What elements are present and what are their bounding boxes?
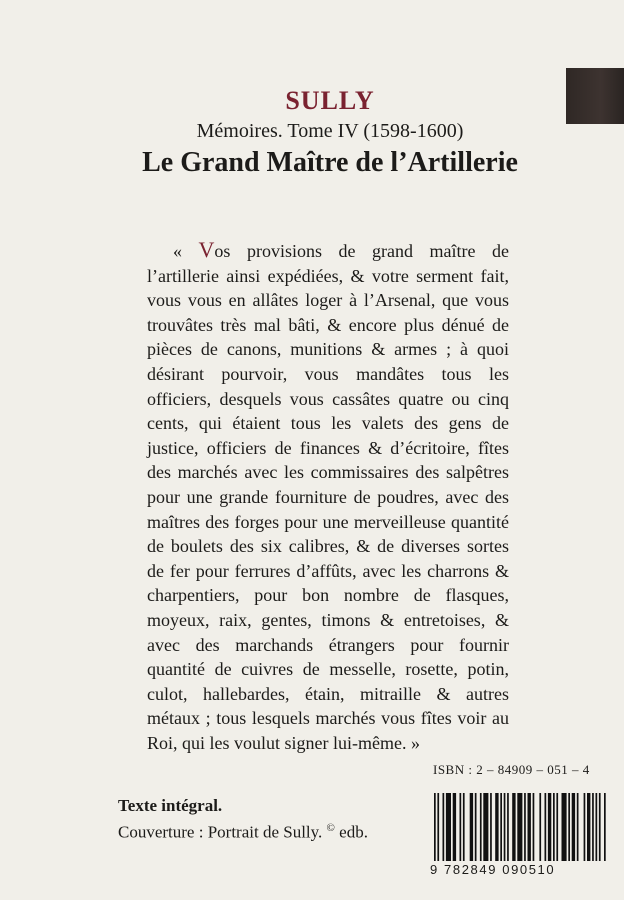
barcode-bar [592,793,594,861]
barcode-bar [577,793,579,861]
barcode-bar [596,793,598,861]
barcode-bar [587,793,590,861]
barcode-bar [512,793,515,861]
barcode-bar [490,793,492,861]
book-title: Le Grand Maître de l’Artillerie [142,147,518,178]
barcode-bar [507,793,509,861]
barcode-bar [460,793,462,861]
barcode-bar [470,793,473,861]
barcode-bar [500,793,502,861]
barcode-bar [548,793,551,861]
barcode-bar [483,793,488,861]
barcode-bar [562,793,567,861]
barcode-bar [446,793,451,861]
cover-credit-text: Couverture : Portrait de Sully. [118,822,323,842]
barcode-bar [533,793,535,861]
quote-text: os provisions de grand maître de l’artillerie ainsi expédiées, & votre serment fait, vous vous en allâtes loger à l’Arsenal, que vous trouvâtes très mal bâti, & encore plus dénué de pièces de canons, munitions & armes ; à quoi désirant pourvoir, vous mandâtes tous les officiers, desquels vous cassâtes quatre ou cinq cents, qui étaient tous les valets des gens de justice, officiers de finances & d’écritoire, fîtes des marchés avec les commissaires des salpêtres pour une grande fourniture de poudres, avec des maîtres des forges pour une merveilleuse quantité de boulets des six calibres, & de diverses sortes de fer pour ferrures d’affûts, avec les charrons & charpentiers, pour bon nombre de flasques, moyeux, raix, gentes, timons & entretoises, & avec des marchands étrangers pour fournir quantité de cuivres de messelle, rosette, potin, culot, hallebardes, étain, mitraille & autres métaux ; tous lesquels marchés vous fîtes voir au Roi, qui les voulut signer lui-même. [147,241,510,753]
barcode-bar [568,793,570,861]
barcode-bar [524,793,526,861]
quote-initial-letter: V [198,237,215,262]
barcode-digits: 9 782849 090510 [430,862,556,877]
barcode-bar [517,793,522,861]
barcode-bar [434,793,436,861]
barcode-bar [453,793,456,861]
barcode-bar [528,793,531,861]
barcode-bar [604,793,606,861]
barcode-bar [495,793,498,861]
barcode-bar [437,793,439,861]
barcode-bar [545,793,547,861]
barcode-bar [463,793,465,861]
copyright-icon: © [326,822,335,834]
barcode-bar [504,793,506,861]
barcode-bar [599,793,601,861]
barcode-bar [556,793,558,861]
barcode-bar [480,793,482,861]
cover-credit [118,817,368,844]
book-header [0,86,624,180]
publisher-name: edb. [339,822,368,842]
footer-block [118,795,368,844]
isbn-label: ISBN : 2 – 84909 – 051 – 4 [433,762,590,777]
barcode-bar [584,793,586,861]
barcode-bar [553,793,555,861]
back-cover-quote [147,238,509,755]
quote-close-mark: » [406,732,420,753]
barcode-bar [443,793,445,861]
barcode-bar [572,793,575,861]
author-name: SULLY [285,86,375,115]
integral-text-label: Texte intégral. [118,796,223,815]
barcode [432,793,606,861]
book-subtitle: Mémoires. Tome IV (1598-1600) [196,120,464,142]
barcode-bar [539,793,541,861]
quote-open-mark: « [173,241,199,261]
barcode-bar [475,793,477,861]
